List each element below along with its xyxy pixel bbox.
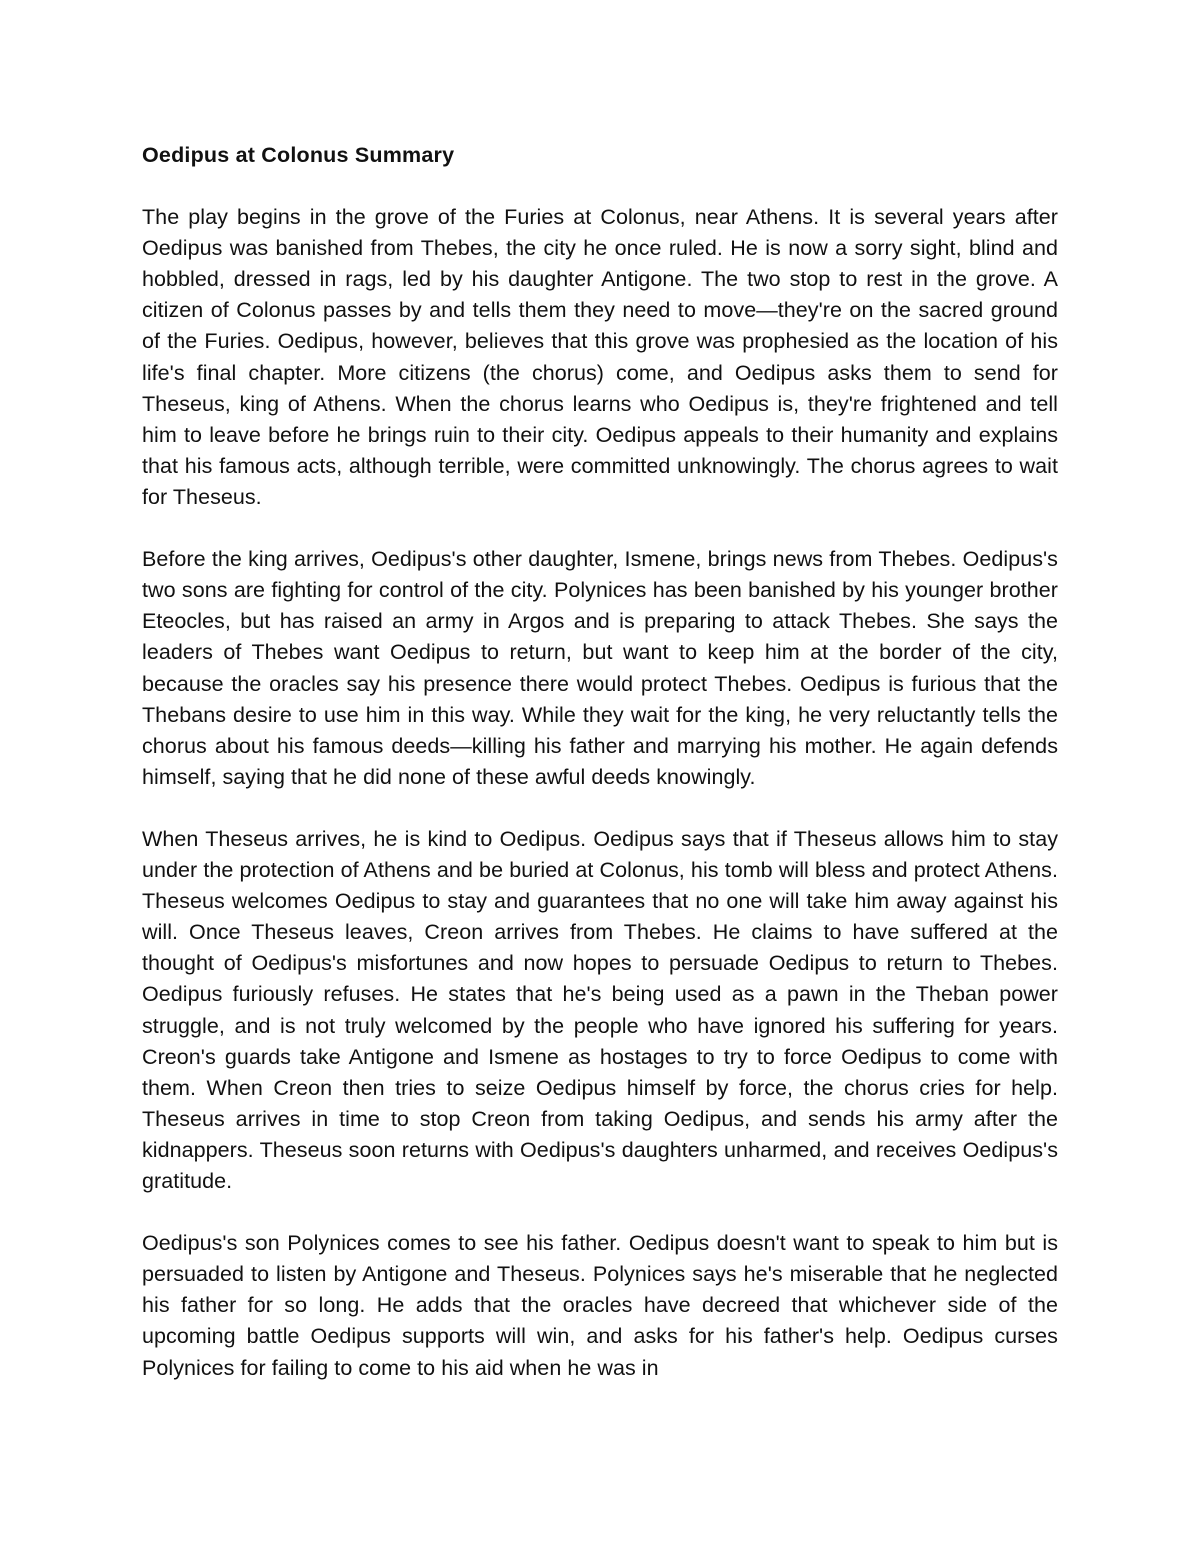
paragraph-3: When Theseus arrives, he is kind to Oedipus. Oedipus says that if Theseus allows him to stay under the protection of Athens and be buried at Colonus, his tomb will bless and protect Athens. Theseus welcomes Oedipus to stay and guarantees that no one will take him away against his will. Once Theseus leaves, Creon arrives from Thebes. He claims to have suffered at the thought of Oedipus's misfortunes and now hopes to persuade Oedipus to return to Thebes. Oedipus furiously refuses. He states that he's being used as a pawn in the Theban power struggle, and is not truly welcomed by the people who have ignored his suffering for years. Creon's guards take Antigone and Ismene as hostages to try to force Oedipus to come with them. When Creon then tries to seize Oedipus himself by force, the chorus cries for help. Theseus arrives in time to stop Creon from taking Oedipus, and sends his army after the kidnappers. Theseus soon returns with Oedipus's daughters unharmed, and receives Oedipus's gratitude.	[142, 826, 1058, 1193]
document-title: Oedipus at Colonus Summary	[142, 143, 455, 167]
paragraph-2: Before the king arrives, Oedipus's other daughter, Ismene, brings news from Thebes. Oedipus's two sons are fighting for control of the city. Polynices has been banished by his younger brother Eteocles, but has raised an army in Argos and is preparing to attack Thebes. She says the leaders of Thebes want Oedipus to return, but want to keep him at the border of the city, because the oracles say his presence there would protect Thebes. Oedipus is furious that the Thebans desire to use him in this way. While they wait for the king, he very reluctantly tells the chorus about his famous deeds—killing his father and marrying his mother. He again defends himself, saying that he did none of these awful deeds knowingly.	[142, 547, 1058, 789]
document-page	[142, 140, 1058, 1384]
paragraph-4: Oedipus's son Polynices comes to see his father. Oedipus doesn't want to speak to him but is persuaded to listen by Antigone and Theseus. Polynices says he's miserable that he neglected his father for so long. He adds that the oracles have decreed that whichever side of the upcoming battle Oedipus supports will win, and asks for his father's help. Oedipus curses Polynices for failing to come to his aid when he was in	[142, 1231, 1058, 1380]
paragraph-1: The play begins in the grove of the Furies at Colonus, near Athens. It is several years after Oedipus was banished from Thebes, the city he once ruled. He is now a sorry sight, blind and hobbled, dressed in rags, led by his daughter Antigone. The two stop to rest in the grove. A citizen of Colonus passes by and tells them they need to move—they're on the sacred ground of the Furies. Oedipus, however, believes that this grove was prophesied as the location of his life's final chapter. More citizens (the chorus) come, and Oedipus asks them to send for Theseus, king of Athens. When the chorus learns who Oedipus is, they're frightened and tell him to leave before he brings ruin to their city. Oedipus appeals to their humanity and explains that his famous acts, although terrible, were committed unknowingly. The chorus agrees to wait for Theseus.	[142, 205, 1058, 509]
